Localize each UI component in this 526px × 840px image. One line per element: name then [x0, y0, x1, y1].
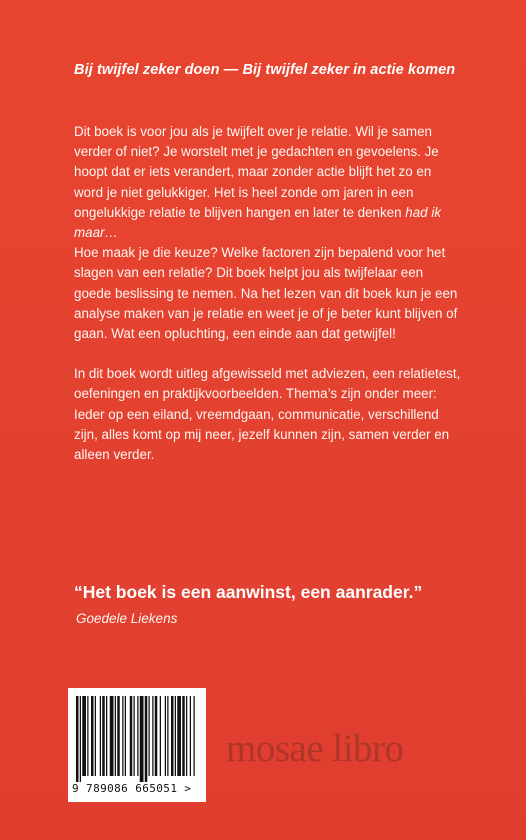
blurb-paragraph-1-emphasis: had ik maar… — [74, 204, 442, 241]
barcode-bar — [102, 696, 105, 776]
barcode-bar — [137, 696, 138, 776]
blurb-text — [74, 122, 464, 465]
blurb-paragraph-2: Hoe maak je die keuze? Welke factoren zijn bepalend voor het slagen van een relatie? Dit boek helpt jou als twijfelaar een goede beslissing te nemen. Na het lezen van dit boek kun je een analyse maken van je relatie en weet je of je beter kunt blijven of gaan. Wat een opluchting, een einde aan dat getwijfel! — [74, 245, 458, 342]
barcode-bar — [177, 696, 181, 776]
barcode-bar — [87, 696, 88, 776]
barcode-bar — [140, 696, 144, 782]
tagline: Bij twijfel zeker doen — Bij twijfel zeker in actie komen — [74, 62, 456, 78]
barcode-bar — [149, 696, 150, 776]
review-quote: “Het boek is een aanwinst, een aanrader.” — [74, 582, 423, 602]
blurb-paragraph-3: In dit boek wordt uitleg afgewisseld met adviezen, een relatietest, oefeningen en praktijkvoorbeelden. Thema’s zijn onder meer: Ieder op een eiland, vreemdgaan, communicatie, verschillend zijn, alles komt op mij neer, jezelf kunnen zijn, samen verder en alleen verder. — [74, 366, 461, 463]
barcode-bar — [106, 696, 107, 776]
barcode-bar — [117, 696, 120, 776]
barcode-bar — [80, 696, 81, 782]
barcode-bar — [186, 696, 187, 776]
barcode-bar — [194, 696, 195, 776]
barcode-bar — [122, 696, 123, 776]
barcode-bar — [76, 696, 79, 782]
barcode-bar — [155, 696, 158, 776]
barcode-bar — [125, 696, 126, 776]
barcode-bar — [160, 696, 161, 776]
barcode-bar — [110, 696, 114, 776]
barcode-bar — [91, 696, 94, 776]
isbn-barcode — [68, 688, 206, 802]
barcode-bar — [171, 696, 174, 776]
barcode-bar — [165, 696, 166, 776]
barcode-bar — [100, 696, 101, 776]
barcode-bar — [145, 696, 148, 782]
barcode-bar — [152, 696, 153, 776]
barcode-digits: 9 789086 665051 > — [72, 782, 192, 795]
barcode-bars — [74, 696, 200, 782]
publisher-logo: mosae libro — [226, 727, 404, 770]
barcode-bar — [182, 696, 185, 776]
barcode-bar — [190, 696, 191, 776]
blurb-paragraph-1-text: Dit boek is voor jou als je twijfelt over je relatie. Wil je samen verder of niet? Je worstelt met je gedachten en gevoelens. Je hoopt dat er iets verandert, maar zonder actie blijft het zo en word je niet gelukkiger. Het is heel zonde om jaren in een ongelukkige relatie te blijven hangen en later te denken — [74, 124, 439, 220]
barcode-bar — [167, 696, 168, 776]
barcode-bar — [130, 696, 133, 776]
barcode-bar — [175, 696, 176, 776]
paragraph-gap — [74, 344, 464, 364]
barcode-bar — [82, 696, 86, 776]
review-quote-author: Goedele Liekens — [76, 611, 178, 626]
blurb-paragraph-1 — [74, 122, 464, 243]
barcode-bar — [95, 696, 96, 776]
barcode-bar — [115, 696, 116, 776]
barcode-bar — [134, 696, 135, 776]
